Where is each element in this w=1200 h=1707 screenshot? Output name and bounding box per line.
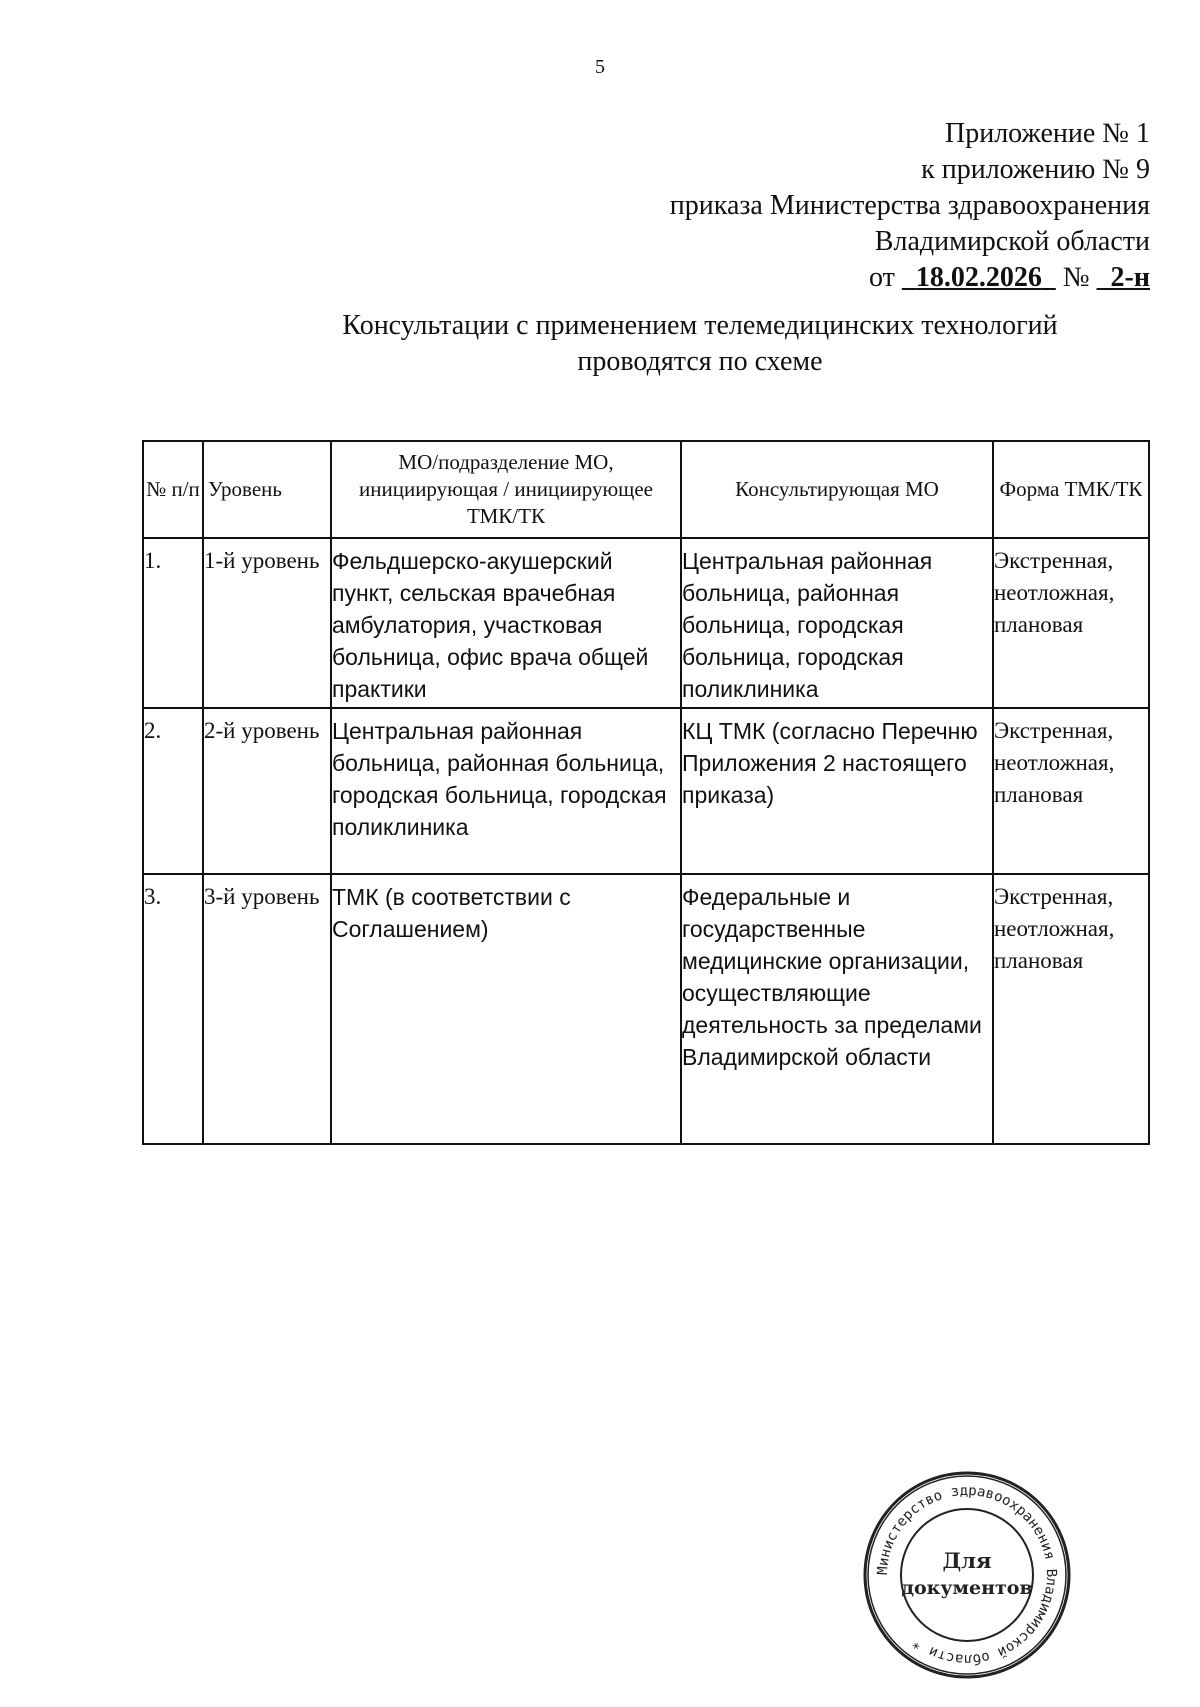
- row-initiator: ТМК (в соответствии с Соглашением): [331, 874, 681, 1144]
- stamp-outer-ring: [865, 1473, 1069, 1677]
- stamp-center-line-2: документов: [901, 1577, 1033, 1599]
- number-prefix: №: [1062, 262, 1090, 293]
- header-form: Форма ТМК/ТК: [993, 441, 1149, 538]
- appendix-line-1: Приложение № 1: [945, 118, 1150, 149]
- header-level: Уровень: [203, 441, 331, 538]
- title-line-1: Консультации с применением телемедицинских технологий: [342, 310, 1058, 341]
- header-initiator: МО/подразделение МО, инициирующая / инициирующее ТМК/ТК: [331, 441, 681, 538]
- row-form: Экстренная, неотложная, плановая: [993, 538, 1149, 708]
- document-title: [250, 308, 1150, 380]
- stamp-ring-text: Министерство здравоохранения Владимирской области *: [874, 1482, 1060, 1668]
- page-number: 5: [595, 56, 605, 78]
- header-num: № п/п: [143, 441, 203, 538]
- table-row: [143, 874, 1149, 1144]
- row-initiator: Центральная районная больница, районная больница, городская больница, городская поликлиника: [331, 708, 681, 874]
- appendix-line-4: Владимирской области: [874, 226, 1150, 257]
- row-level: 1-й уровень: [203, 538, 331, 708]
- row-form: Экстренная, неотложная, плановая: [993, 708, 1149, 874]
- appendix-header: [670, 116, 1150, 296]
- row-consultant: Федеральные и государственные медицинские организации, осуществляющие деятельность за пределами Владимирской области: [681, 874, 993, 1144]
- row-consultant: КЦ ТМК (согласно Перечню Приложения 2 настоящего приказа): [681, 708, 993, 874]
- date-prefix: от: [868, 262, 895, 293]
- stamp-inner-ring: [901, 1509, 1033, 1641]
- row-level: 2-й уровень: [203, 708, 331, 874]
- row-num: 1.: [143, 538, 203, 708]
- table-row: [143, 708, 1149, 874]
- title-line-2: проводятся по схеме: [577, 346, 823, 377]
- table-row: [143, 538, 1149, 708]
- order-date: 18.02.2026: [915, 262, 1042, 293]
- row-consultant: Центральная районная больница, районная больница, городская больница, городская поликлиника: [681, 538, 993, 708]
- stamp-center-line-1: Для: [942, 1548, 992, 1573]
- row-num: 3.: [143, 874, 203, 1144]
- official-stamp: [862, 1470, 1072, 1680]
- row-num: 2.: [143, 708, 203, 874]
- appendix-line-2: к приложению № 9: [921, 154, 1150, 185]
- table-header-row: [143, 441, 1149, 538]
- row-level: 3-й уровень: [203, 874, 331, 1144]
- header-consultant: Консультирующая МО: [681, 441, 993, 538]
- row-initiator: Фельдшерско-акушерский пункт, сельская врачебная амбулатория, участковая больница, офис врача общей практики: [331, 538, 681, 708]
- order-number: 2-н: [1110, 262, 1150, 293]
- row-form: Экстренная, неотложная, плановая: [993, 874, 1149, 1144]
- stamp-outer-ring-inner: [868, 1476, 1066, 1674]
- order-date-line: [670, 260, 1150, 296]
- appendix-line-3: приказа Министерства здравоохранения: [669, 190, 1150, 221]
- consultation-scheme-table: [142, 440, 1150, 1145]
